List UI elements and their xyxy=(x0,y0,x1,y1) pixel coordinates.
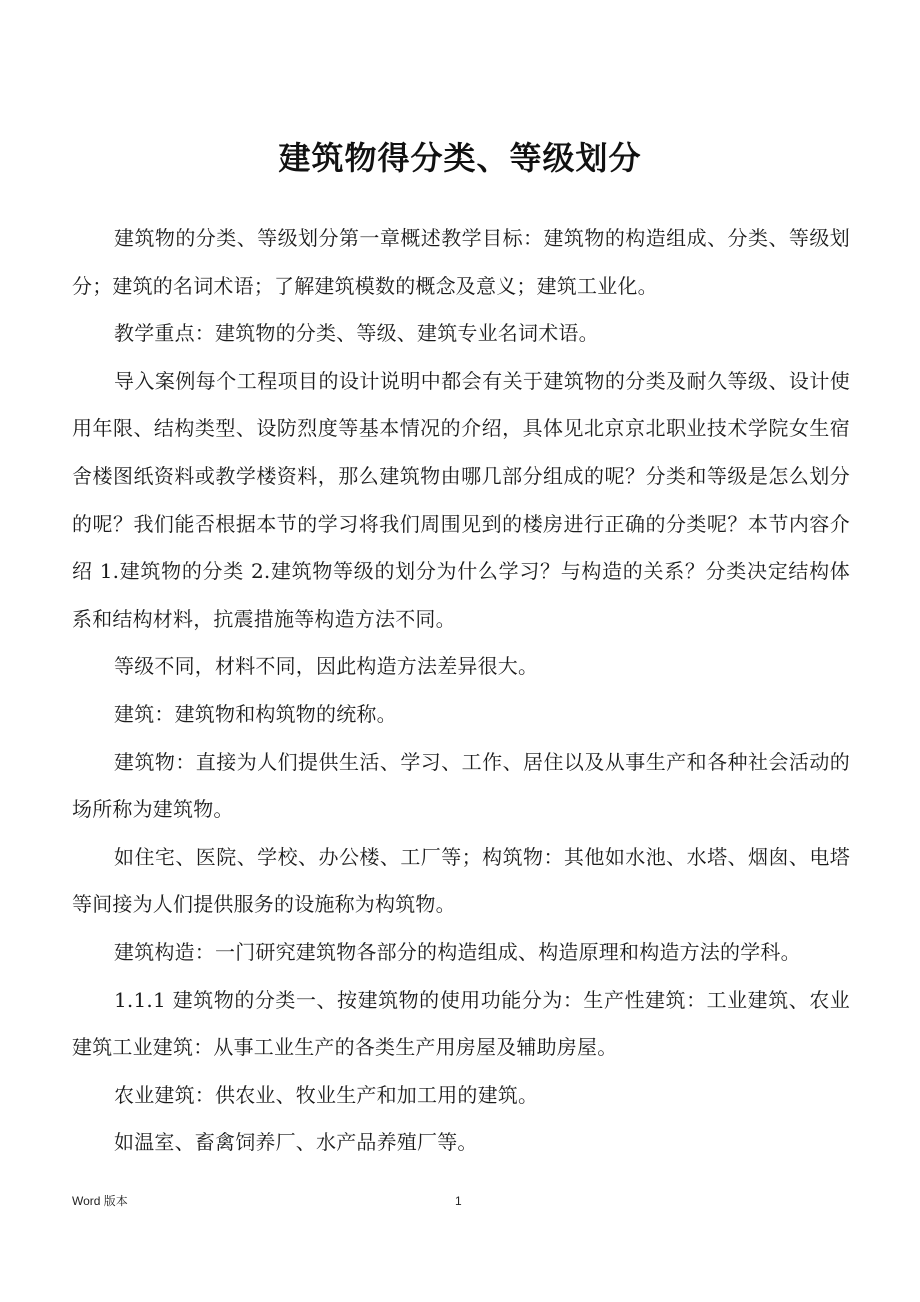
paragraph: 教学重点：建筑物的分类、等级、建筑专业名词术语。 xyxy=(114,321,599,346)
paragraph: 建筑：建筑物和构筑物的统称。 xyxy=(114,701,397,726)
footer-label: Word 版本 xyxy=(72,1194,128,1208)
paragraph: 建筑物的分类、等级划分第一章概述教学目标：建筑物的构造组成、分类、等级划分；建筑的名词术语；了解建筑模数的概念及意义；建筑工业化。 xyxy=(72,226,850,298)
paragraph: 1.1.1 建筑物的分类一、按建筑物的使用功能分为：生产性建筑：工业建筑、农业建筑工业建筑：从事工业生产的各类生产用房屋及辅助房屋。 xyxy=(72,987,850,1060)
page-number: 1 xyxy=(455,1194,462,1208)
paragraph: 农业建筑：供农业、牧业生产和加工用的建筑。 xyxy=(114,1082,539,1107)
paragraph: 建筑构造：一门研究建筑物各部分的构造组成、构造原理和构造方法的学科。 xyxy=(114,939,801,964)
document-body xyxy=(72,215,850,1167)
paragraph: 建筑物：直接为人们提供生活、学习、工作、居住以及从事生产和各种社会活动的场所称为建筑物。 xyxy=(72,749,850,822)
paragraph: 如住宅、医院、学校、办公楼、工厂等；构筑物：其他如水池、水塔、烟囱、电塔等间接为人们提供服务的设施称为构筑物。 xyxy=(72,844,850,917)
paragraph: 如温室、畜禽饲养厂、水产品养殖厂等。 xyxy=(114,1130,478,1155)
paragraph: 等级不同，材料不同，因此构造方法差异很大。 xyxy=(114,654,539,679)
document-title: 建筑物得分类、等级划分 xyxy=(278,139,642,177)
paragraph: 导入案例每个工程项目的设计说明中都会有关于建筑物的分类及耐久等级、设计使用年限、结构类型、设防烈度等基本情况的介绍，具体见北京京北职业技术学院女生宿舍楼图纸资料或教学楼资料，那么建筑物由哪几部分组成的呢？分类和等级是怎么划分的呢？我们能否根据本节的学习将我们周围见到的楼房进行正确的分类呢？本节内容介绍 1.建筑物的分类 2.建筑物等级的划分为什么学习？与构造的关系？分类决定结构体系和结构材料，抗震措施等构造方法不同。 xyxy=(72,368,850,631)
